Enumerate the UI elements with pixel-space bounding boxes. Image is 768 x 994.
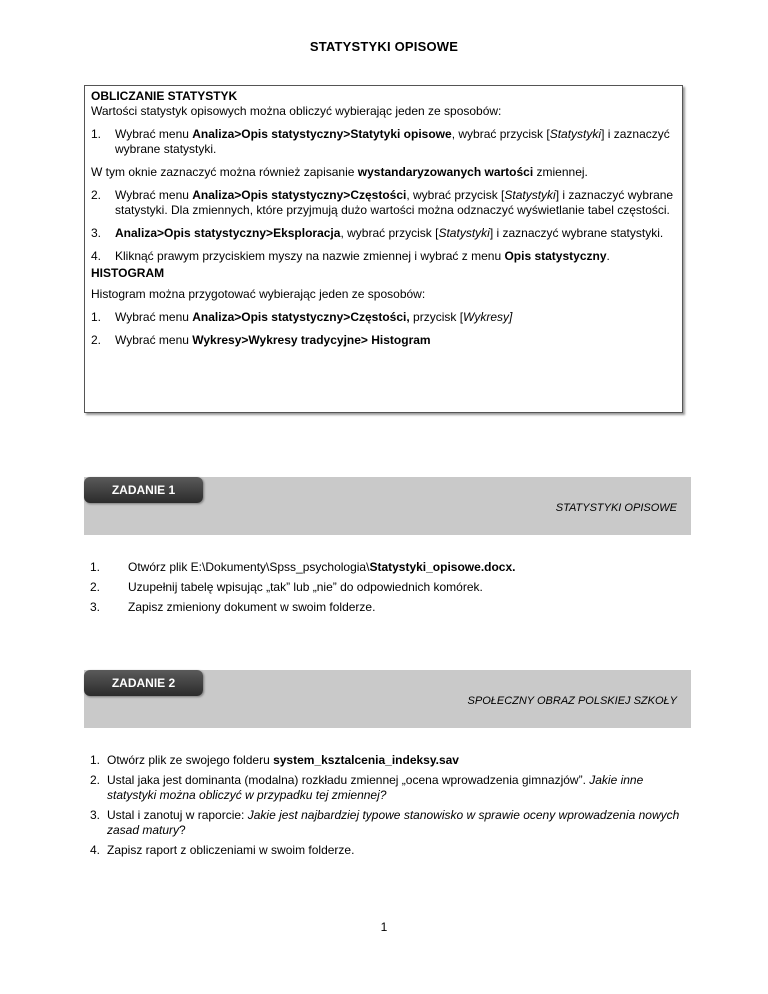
task-2-list — [90, 753, 690, 863]
info-note: W tym oknie zaznaczyć można również zapisanie wystandaryzowanych wartości zmiennej. — [91, 165, 588, 179]
task-1-header — [84, 477, 691, 535]
list-item: 2. Uzupełnij tabelę wpisując „tak” lub „nie” do odpowiednich komórek. — [90, 580, 483, 594]
page-number: 1 — [380, 920, 388, 934]
list-item: 2. Wybrać menu Analiza>Opis statystyczny>Częstości, wybrać przycisk [Statystyki] i zaznaczyć wybrane statystyki. Dla zmiennych, które przyjmują dużo wartości można odznaczyć wyświetlanie tabel częstości. — [91, 188, 674, 217]
list-item: 4. Zapisz raport z obliczeniami w swoim folderze. — [90, 843, 355, 857]
list-item: 3. Ustal i zanotuj w raporcie: Jakie jest najbardziej typowe stanowisko w sprawie oceny wprowadzenia nowych zasad matury? — [90, 808, 680, 837]
task-2-header — [84, 670, 691, 728]
task-1-list — [90, 560, 690, 620]
histogram-intro: Histogram można przygotować wybierając jeden ze sposobów: — [91, 287, 426, 301]
info-box — [84, 85, 683, 413]
list-item: 3. Zapisz zmieniony dokument w swoim folderze. — [90, 600, 376, 614]
info-intro: Wartości statystyk opisowych można obliczyć wybierając jeden ze sposobów: — [91, 104, 502, 118]
list-item: 2. Wybrać menu Wykresy>Wykresy tradycyjne> Histogram — [91, 333, 431, 347]
section-heading-histogram: HISTOGRAM — [91, 266, 165, 280]
list-item: 1. Wybrać menu Analiza>Opis statystyczny>Statytyki opisowe, wybrać przycisk [Statystyki] i zaznaczyć wybrane statystyki. — [91, 127, 670, 156]
page-title: STATYSTYKI OPISOWE — [309, 39, 459, 54]
task-1-label: ZADANIE 1 — [84, 477, 203, 503]
list-item: 1. Wybrać menu Analiza>Opis statystyczny>Częstości, przycisk [Wykresy] — [91, 310, 513, 324]
task-2-topic: SPOŁECZNY OBRAZ POLSKIEJ SZKOŁY — [467, 695, 677, 707]
task-1-topic: STATYSTYKI OPISOWE — [555, 502, 677, 514]
list-item: 4. Kliknąć prawym przyciskiem myszy na nazwie zmiennej i wybrać z menu Opis statystyczny. — [91, 249, 610, 263]
section-heading-statistics: OBLICZANIE STATYSTYK — [91, 89, 238, 103]
list-item: 2. Ustal jaka jest dominanta (modalna) rozkładu zmiennej „ocena wprowadzenia gimnazjów”. Jakie inne statystyki można obliczyć w przypadku tej zmiennej? — [90, 773, 644, 802]
list-item: 1. Otwórz plik ze swojego folderu system_ksztalcenia_indeksy.sav — [90, 753, 459, 767]
list-item: 3. Analiza>Opis statystyczny>Eksploracja, wybrać przycisk [Statystyki] i zaznaczyć wybrane statystyki. — [91, 226, 664, 240]
task-2-label: ZADANIE 2 — [84, 670, 203, 696]
list-item: 1. Otwórz plik E:\Dokumenty\Spss_psychologia\Statystyki_opisowe.docx. — [90, 560, 516, 574]
